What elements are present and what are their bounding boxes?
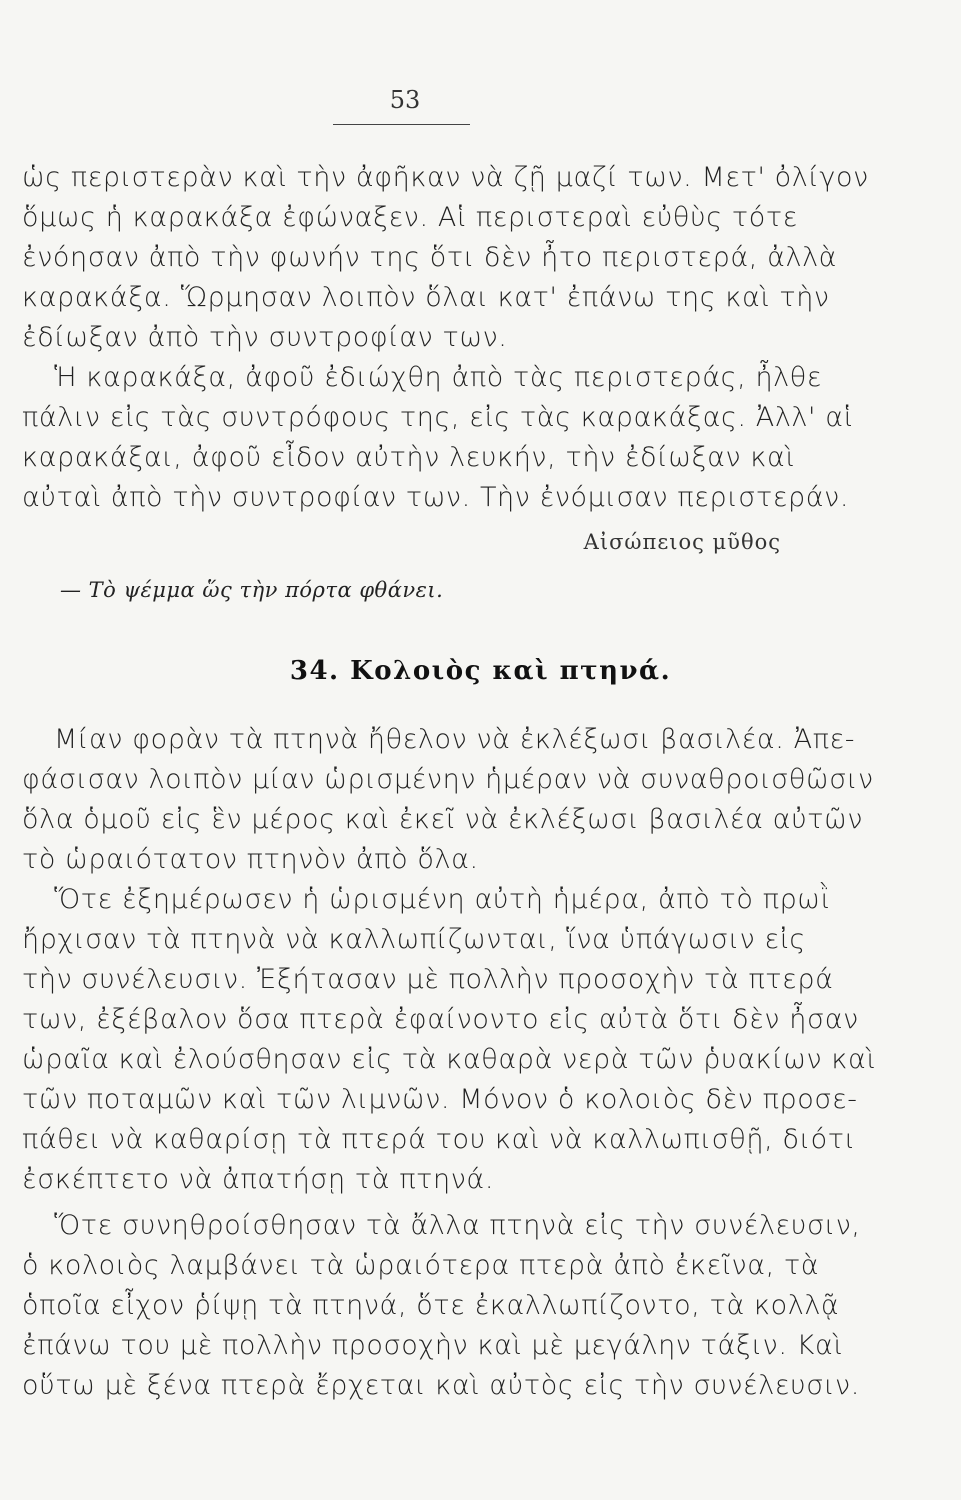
text-line: φάσισαν λοιπὸν μίαν ὡρισμένην ἡμέραν νὰ συναθροισθῶσιν: [22, 764, 874, 795]
text-line: Ὅτε ἐξημέρωσεν ἡ ὡρισμένη αὐτὴ ἡμέρα, ἀπὸ τὸ πρωῒ: [54, 884, 831, 915]
text-line: πάθει νὰ καθαρίσῃ τὰ πτερά του καὶ νὰ καλλωπισθῇ, διότι: [22, 1124, 856, 1155]
page-number-rule: [333, 124, 470, 125]
text-line: Ὅτε συνηθροίσθησαν τὰ ἄλλα πτηνὰ εἰς τὴν συνέλευσιν,: [54, 1210, 861, 1241]
text-line: Μίαν φορὰν τὰ πτηνὰ ἤθελον νὰ ἐκλέξωσι βασιλέα. Ἀπε-: [54, 724, 856, 755]
text-line: καρακάξαι, ἀφοῦ εἶδον αὐτὴν λευκήν, τὴν ἐδίωξαν καὶ: [22, 442, 796, 473]
text-line: Ἡ καρακάξα, ἀφοῦ ἐδιώχθη ἀπὸ τὰς περιστεράς, ἦλθε: [54, 362, 823, 393]
text-line: τῶν ποταμῶν καὶ τῶν λιμνῶν. Μόνον ὁ κολοιὸς δὲν προσε-: [22, 1084, 858, 1115]
page-number: 53: [389, 86, 421, 114]
text-line: ὁποῖα εἶχον ῥίψῃ τὰ πτηνά, ὅτε ἐκαλλωπίζοντο, τὰ κολλᾷ: [22, 1290, 840, 1321]
story-heading: 34. Κολοιὸς καὶ πτηνά.: [289, 656, 672, 686]
text-line: τὸ ὡραιότατον πτηνὸν ἀπὸ ὅλα.: [22, 844, 479, 875]
proverb: — Τὸ ψέμμα ὥς τὴν πόρτα φθάνει.: [60, 578, 444, 602]
text-line: καρακάξα. Ὥρμησαν λοιπὸν ὅλαι κατ' ἐπάνω της καὶ τὴν: [22, 282, 830, 313]
text-line: ὅμως ἡ καρακάξα ἐφώναξεν. Αἱ περιστεραὶ εὐθὺς τότε: [22, 202, 798, 233]
text-line: οὕτω μὲ ξένα πτερὰ ἔρχεται καὶ αὐτὸς εἰς τὴν συνέλευσιν.: [22, 1370, 860, 1401]
source-attribution: Αἰσώπειος μῦθος: [583, 530, 781, 554]
text-line: πάλιν εἰς τὰς συντρόφους της, εἰς τὰς καρακάξας. Ἀλλ' αἱ: [22, 402, 854, 433]
text-line: ἐπάνω του μὲ πολλὴν προσοχὴν καὶ μὲ μεγάλην τάξιν. Καὶ: [22, 1330, 844, 1361]
text-line: ἐσκέπτετο νὰ ἀπατήσῃ τὰ πτηνά.: [22, 1164, 495, 1195]
text-line: τὴν συνέλευσιν. Ἐξήτασαν μὲ πολλὴν προσοχὴν τὰ πτερά: [22, 964, 834, 995]
text-line: ὡραῖα καὶ ἐλούσθησαν εἰς τὰ καθαρὰ νερὰ τῶν ῥυακίων καὶ: [22, 1044, 877, 1075]
text-line: αὐταὶ ἀπὸ τὴν συντροφίαν των. Τὴν ἐνόμισαν περιστεράν.: [22, 482, 850, 513]
text-line: ὁ κολοιὸς λαμβάνει τὰ ὡραιότερα πτερὰ ἀπὸ ἐκεῖνα, τὰ: [22, 1250, 820, 1281]
text-line: ἐνόησαν ἀπὸ τὴν φωνήν της ὅτι δὲν ἦτο περιστερά, ἀλλὰ: [22, 242, 838, 273]
text-line: ὅλα ὁμοῦ εἰς ἓν μέρος καὶ ἐκεῖ νὰ ἐκλέξωσι βασιλέα αὐτῶν: [22, 804, 864, 835]
text-line: ἐδίωξαν ἀπὸ τὴν συντροφίαν των.: [22, 322, 508, 353]
text-line: των, ἐξέβαλον ὅσα πτερὰ ἐφαίνοντο εἰς αὐτὰ ὅτι δὲν ἦσαν: [22, 1004, 859, 1035]
text-line: ὡς περιστερὰν καὶ τὴν ἀφῆκαν νὰ ζῇ μαζί των. Μετ' ὀλίγον: [22, 162, 869, 193]
text-line: ἤρχισαν τὰ πτηνὰ νὰ καλλωπίζωνται, ἵνα ὑπάγωσιν εἰς: [22, 924, 806, 955]
